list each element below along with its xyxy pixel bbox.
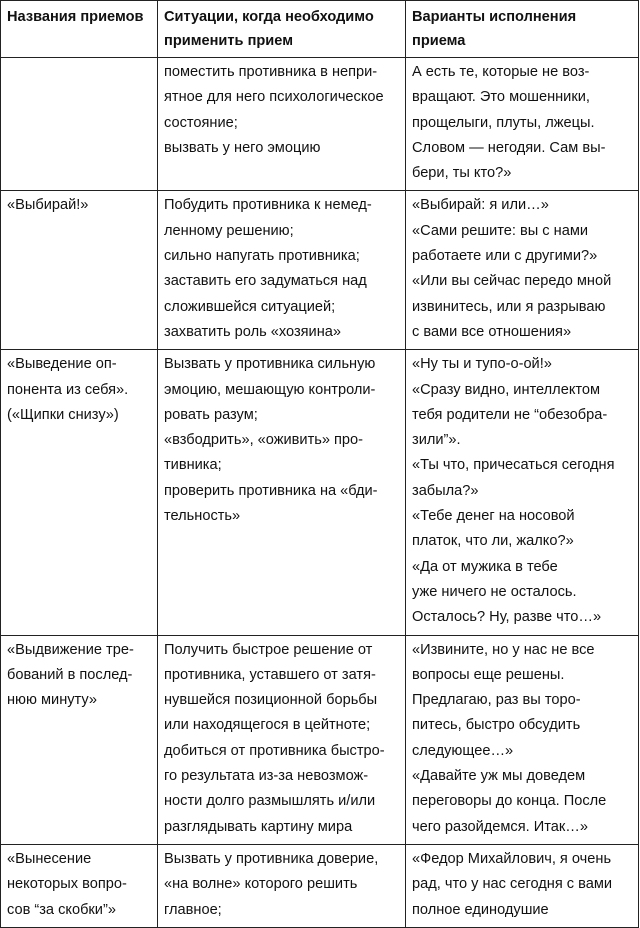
table-row [1, 635, 639, 844]
header-variants: Варианты исполнения приема [406, 1, 639, 58]
variant-item: «Извините, но у нас не все вопросы еще решены. Предлагаю, раз вы торо- питесь, быстро обсудить следующее…» [412, 641, 595, 759]
variant-item: «Сразу видно, интеллектом тебя родители не “обезобра- зили”». [412, 381, 608, 449]
situations-cell [158, 844, 406, 927]
technique-name-cell [1, 58, 158, 191]
variant-item: «Сами решите: вы с нами работаете или с другими?» [412, 222, 598, 265]
situations-cell [158, 635, 406, 844]
situation-item: добиться от противника быстро- го результата из-за невозмож- ности долго размышлять и/или разглядывать картину мира [164, 742, 385, 835]
header-row [1, 1, 639, 58]
variants-cell [406, 844, 639, 927]
variant-item: «Или вы сейчас передо мной извинитесь, или я разрываю с вами все отношения» [412, 273, 612, 340]
variant-item: «Выбирай: я или…» [412, 197, 549, 214]
table-row [1, 844, 639, 927]
table-row [1, 191, 639, 350]
situations-cell [158, 191, 406, 350]
variant-item: «Давайте уж мы доведем переговоры до конца. После чего разойдемся. Итак…» [412, 768, 607, 835]
situation-item: Вызвать у противника сильную эмоцию, мешающую контроли- ровать разум; [164, 356, 376, 423]
technique-name-cell: «Выбирай!» [1, 191, 158, 350]
situations-cell [158, 350, 406, 635]
variant-item: А есть те, которые не воз- вращают. Это мошенники, прощелыги, плуты, лжецы. Словом — негодяи. Сам вы- бери, ты кто?» [412, 64, 606, 182]
technique-name-cell: «Выдвижение тре- бований в послед- нюю минуту» [1, 635, 158, 844]
situation-item: Вызвать у противника доверие, «на волне» которого решить главное; [164, 850, 379, 918]
header-technique-names: Названия приемов [1, 1, 158, 58]
variant-item: «Ну ты и тупо-о-ой!» [412, 356, 552, 373]
situation-item: «взбодрить», «оживить» про- тивника; [164, 432, 364, 474]
situation-item: вызвать у него эмоцию [164, 139, 321, 156]
situations-cell [158, 58, 406, 191]
technique-name-cell: «Вынесение некоторых вопро- сов “за скобки”» [1, 844, 158, 927]
variants-cell [406, 635, 639, 844]
variants-cell [406, 350, 639, 635]
situation-item: Получить быстрое решение от противника, уставшего от затя- нувшейся позиционной борьбы или находящегося в цейтноте; [164, 641, 378, 734]
situation-item: захватить роль «хозяина» [164, 323, 341, 340]
header-situations: Ситуации, когда необходимо применить прием [158, 1, 406, 58]
variant-item: «Федор Михайлович, я очень рад, что у нас сегодня с вами полное единодушие [412, 850, 613, 918]
technique-name-cell: «Выведение оп- понента из себя». («Щипки снизу») [1, 350, 158, 635]
variants-cell [406, 191, 639, 350]
table-row [1, 350, 639, 635]
table-row [1, 58, 639, 191]
situation-item: проверить противника на «бди- тельность» [164, 482, 378, 525]
variant-item: «Ты что, причесаться сегодня забыла?» [412, 457, 615, 499]
situation-item: заставить его задуматься над сложившейся ситуацией; [164, 273, 367, 315]
variant-item: «Тебе денег на носовой платок, что ли, жалко?» [412, 508, 575, 550]
variants-cell [406, 58, 639, 191]
situation-item: сильно напугать противника; [164, 248, 360, 265]
situation-item: поместить противника в непри- ятное для него психологическое состояние; [164, 64, 384, 131]
situation-item: Побудить противника к немед- ленному решению; [164, 197, 372, 239]
variant-item: «Да от мужика в тебе уже ничего не осталось. Осталось? Ну, разве что…» [412, 558, 602, 626]
